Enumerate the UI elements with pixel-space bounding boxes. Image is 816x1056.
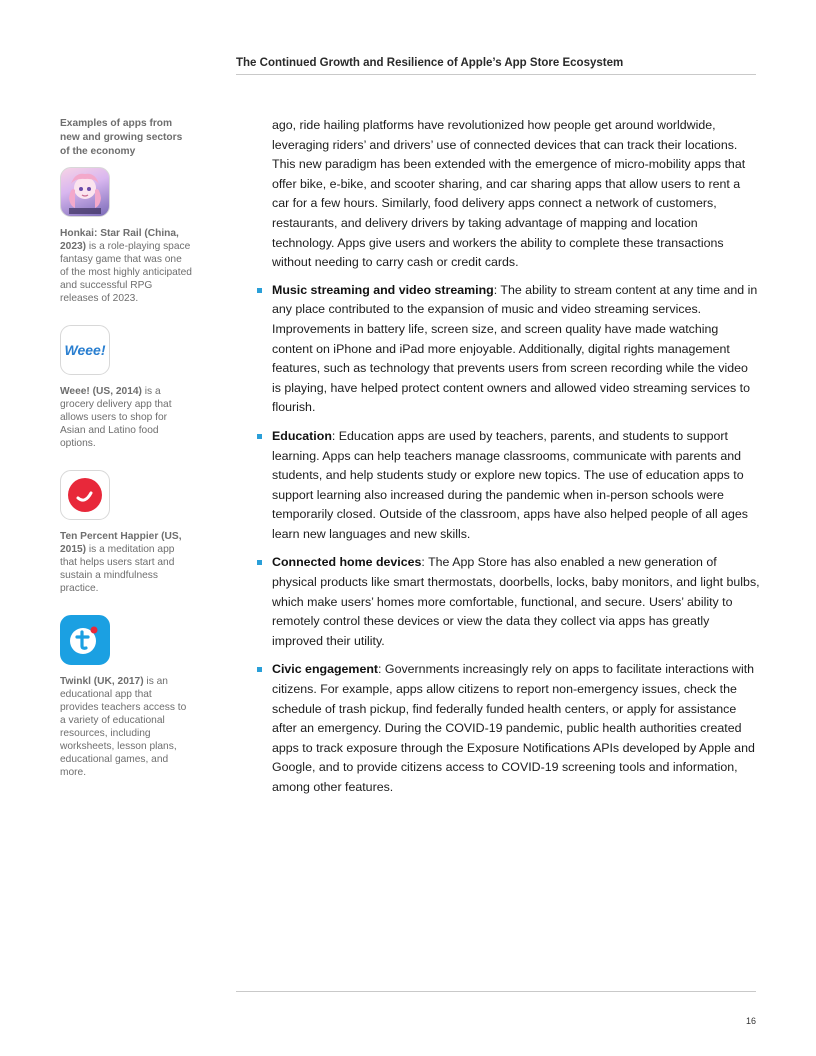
ten-percent-logo xyxy=(61,471,109,519)
app-name: Ten Percent Happier (US, 2015) xyxy=(60,531,182,555)
list-item xyxy=(272,660,760,797)
bullet-term: Civic engagement xyxy=(272,662,379,677)
list-item xyxy=(272,553,760,651)
bullet-term: Connected home devices xyxy=(272,555,422,570)
main-content xyxy=(272,116,760,807)
ten-percent-happier-icon xyxy=(60,470,110,520)
app-entry-weee xyxy=(60,325,192,450)
weee-logo xyxy=(61,326,109,374)
app-name: Twinkl (UK, 2017) xyxy=(60,676,144,687)
app-description: is an educational app that provides teachers access to a variety of educational resources, including worksheets, lesson plans, educational games, and more. xyxy=(60,676,187,778)
intro-paragraph: ago, ride hailing platforms have revolutionized how people get around worldwide, leveraging riders’ and drivers’ use of connected devices that can track their locations. This new paradigm has been extended with the emergence of micro-mobility apps that offer bike, e-bike, and scooter sharing, and car sharing apps that allow users to rent a car for a few hours. Similarly, food delivery apps connect a network of customers, restaurants, and delivery drivers by taking advantage of mapping and location technology. Apps give users and workers the ability to complete these transactions without needing to carry cash or credit cards. xyxy=(272,118,746,270)
bullet-text: : The App Store has also enabled a new generation of physical products like smart thermostats, doorbells, locks, baby monitors, and light bulbs, which make users’ homes more comfortable, functional, and secure. Users’ ability to remotely control these devices or view the data they collect via apps has greatly improved their utility. xyxy=(272,555,760,648)
page-number: 16 xyxy=(745,1016,756,1026)
app-entry-honkai xyxy=(60,167,192,305)
sidebar xyxy=(60,117,192,799)
weee-icon xyxy=(60,325,110,375)
bullet-text: : The ability to stream content at any time and in any place contributed to the expansion of music and video streaming services. Improvements in battery life, screen size, and screen quality have made watching content on iPhone and iPad more enjoyable. Additionally, digital rights management features, such as technology that prevents users from screen recording while the video is playing, have helped protect content owners and allowed video streaming services to flourish. xyxy=(272,282,758,415)
honkai-star-rail-icon xyxy=(60,167,110,217)
bullet-text: : Governments increasingly rely on apps to facilitate interactions with citizens. For example, apps allow citizens to report non-emergency issues, check the schedule of trash pickup, find federally funded health centers, or apply for assistance after an emergency. During the COVID-19 pandemic, public health authorities created apps to track exposure through the Exposure Notifications APIs developed by Apple and Google, and to provide citizens access to COVID-19 screening tools and information, among other features. xyxy=(272,662,755,794)
app-caption xyxy=(60,675,192,779)
list-item xyxy=(272,427,760,545)
app-caption xyxy=(60,530,192,595)
app-description: is a role-playing space fantasy game that was one of the most highly anticipated and successful RPG releases of 2023. xyxy=(60,241,192,304)
sidebar-title: Examples of apps from new and growing sectors of the economy xyxy=(60,118,183,157)
app-description: is a grocery delivery app that allows users to shop for Asian and Latino food options. xyxy=(60,386,172,449)
twinkl-icon xyxy=(60,615,110,665)
app-caption xyxy=(60,385,192,450)
header-title: The Continued Growth and Resilience of Apple’s App Store Ecosystem xyxy=(236,57,624,69)
app-name: Weee! (US, 2014) xyxy=(60,386,142,397)
app-caption xyxy=(60,227,192,305)
bullet-text: : Education apps are used by teachers, parents, and students to support learning. Apps can help teachers manage classrooms, communicate with parents and students, and help students study or explore new topics. The use of education apps to support learning also increased during the pandemic when in-person schools were temporarily closed. Outside of the classroom, apps have also helped people of all ages learn new languages and new skills. xyxy=(272,428,748,541)
app-entry-ten-percent xyxy=(60,470,192,595)
app-description: is a meditation app that helps users start and sustain a mindfulness practice. xyxy=(60,544,175,594)
bullet-term: Education xyxy=(272,428,332,443)
twinkl-logo xyxy=(61,616,109,664)
sector-list xyxy=(272,281,760,798)
list-item xyxy=(272,281,760,418)
honkai-icon-art xyxy=(61,168,109,216)
svg-text:Weee!: Weee! xyxy=(64,342,106,358)
app-name: Honkai: Star Rail (China, 2023) xyxy=(60,228,179,252)
page-header xyxy=(236,57,756,75)
footer-divider xyxy=(236,991,756,992)
bullet-term: Music streaming and video streaming xyxy=(272,282,494,297)
app-entry-twinkl xyxy=(60,615,192,779)
